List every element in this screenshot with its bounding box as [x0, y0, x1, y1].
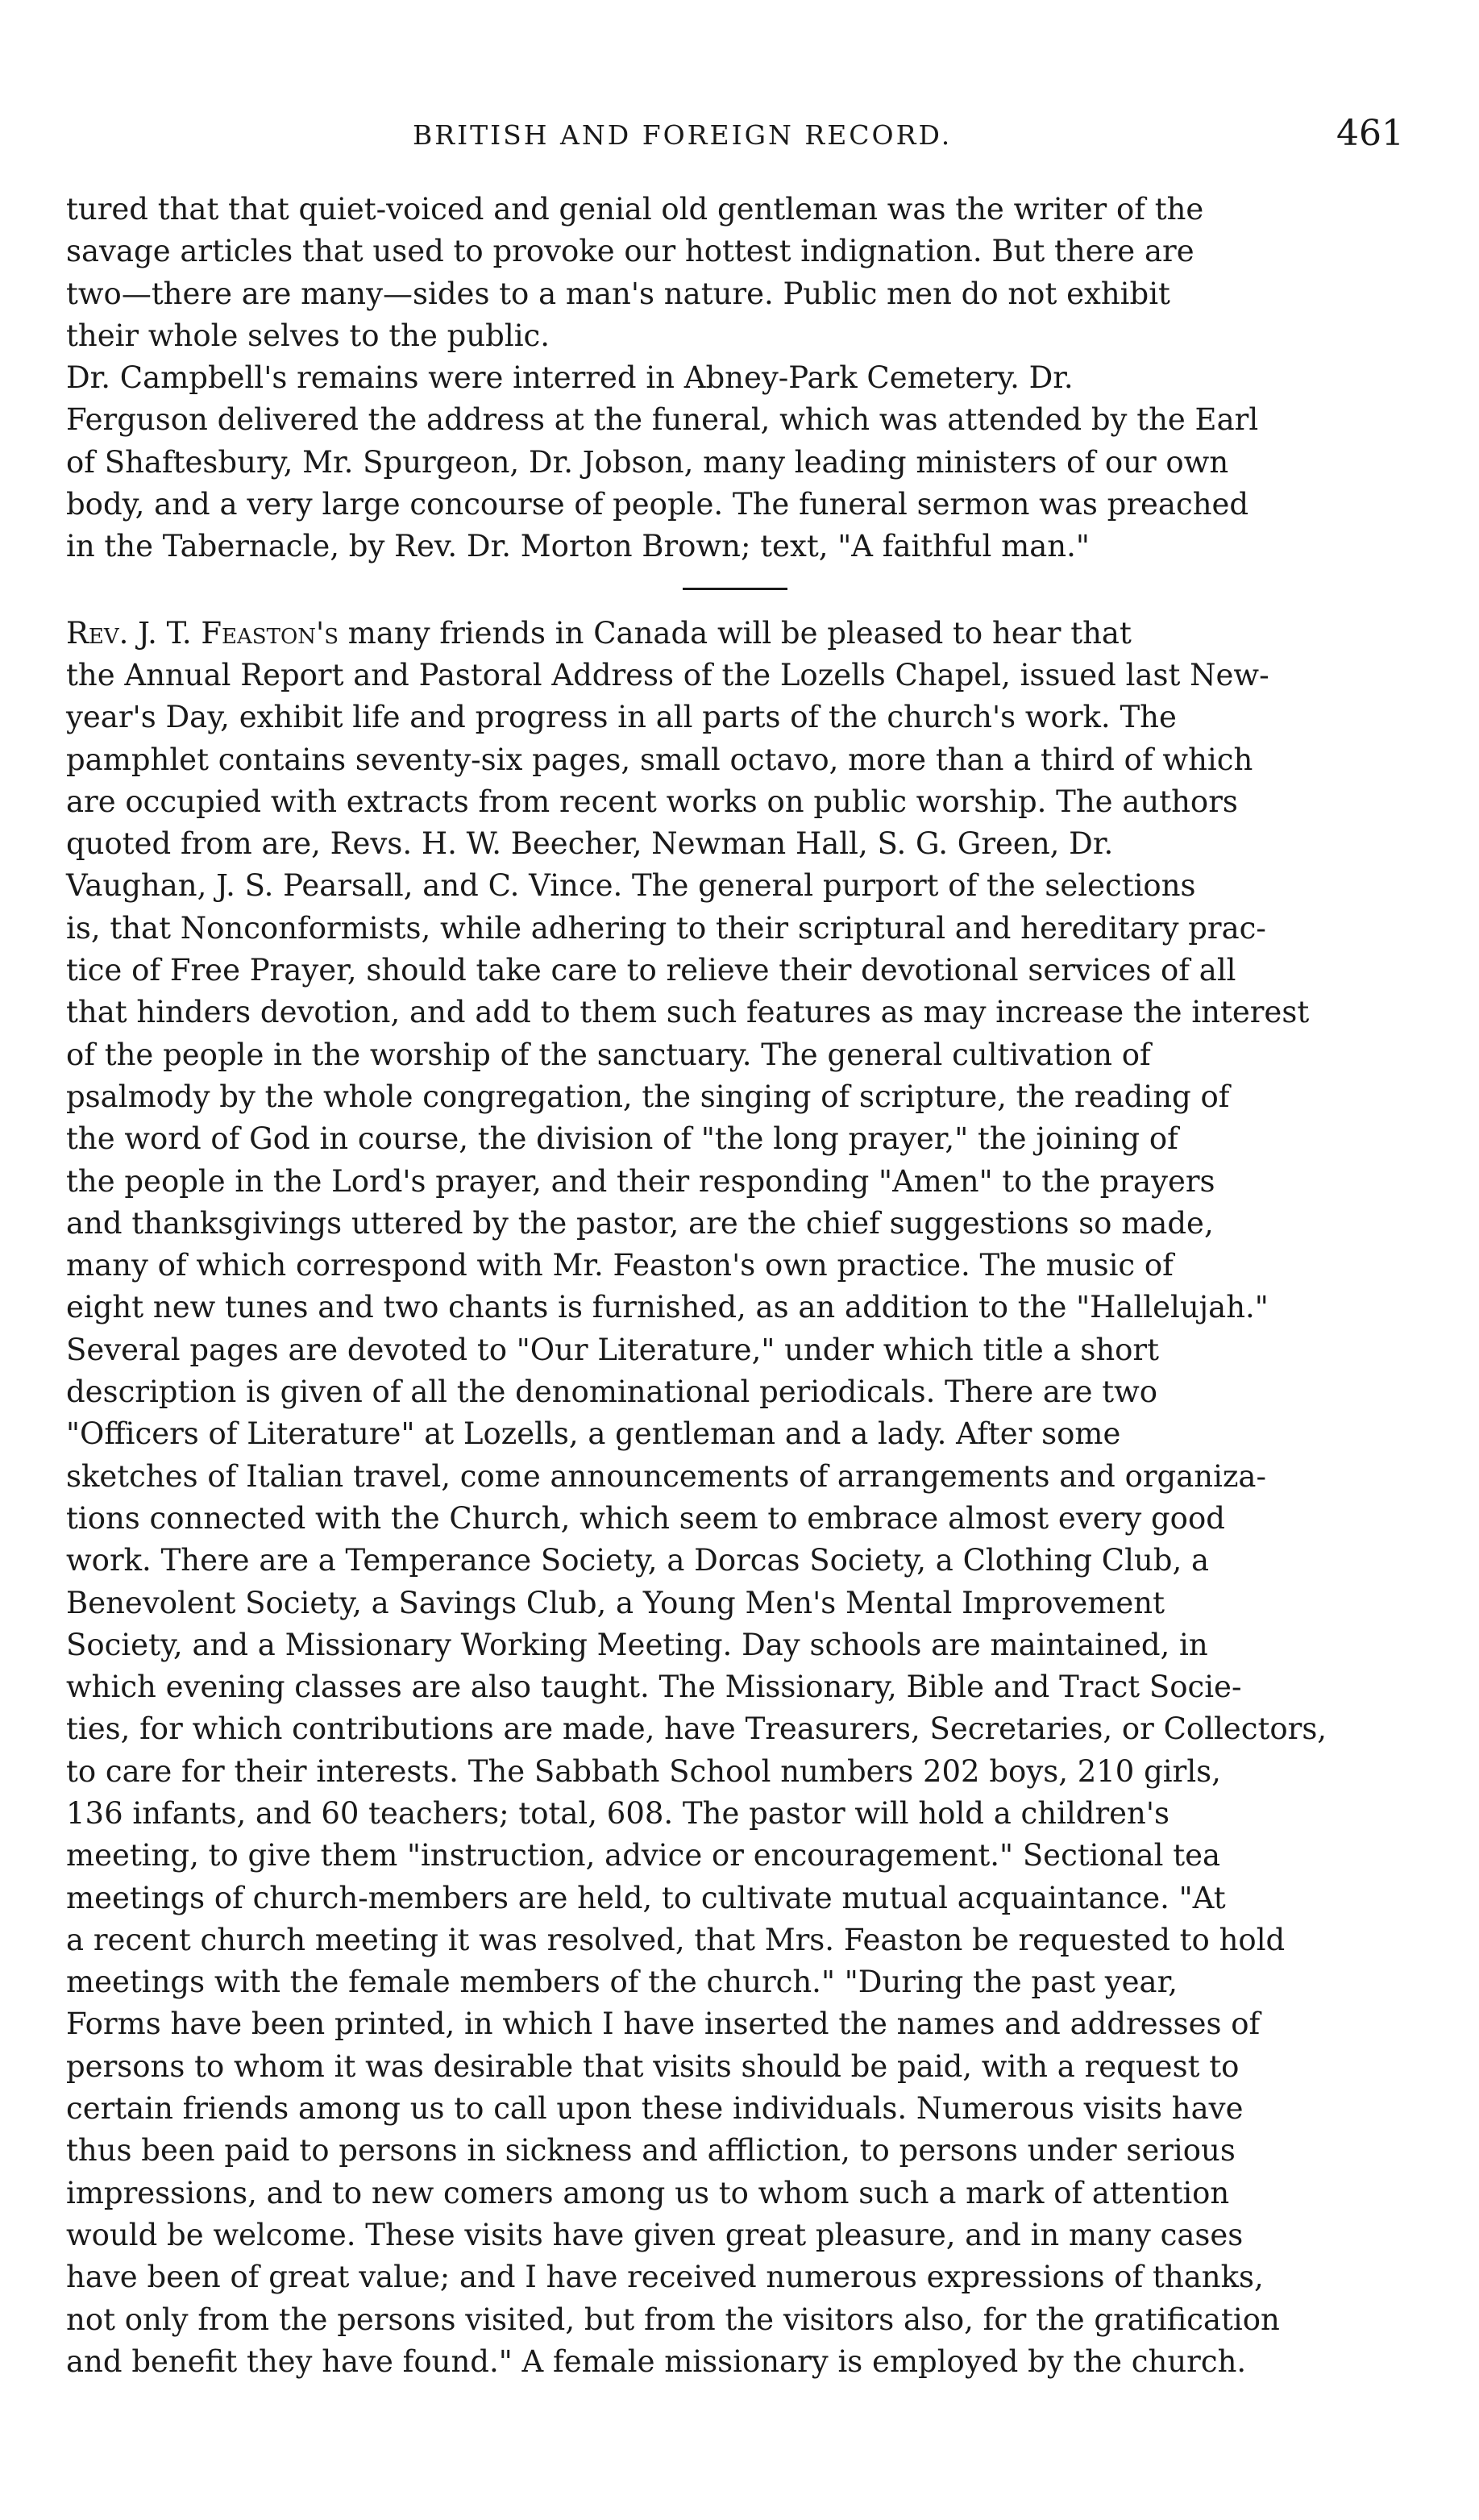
- section-divider: [683, 588, 787, 590]
- document-page: [66, 113, 1404, 2383]
- running-title: BRITISH AND FOREIGN RECORD.: [413, 119, 953, 151]
- paragraph-lead-in: Rev. J. T. Feaston's: [66, 615, 339, 651]
- page-number: 461: [1336, 113, 1404, 154]
- paragraph-campbell-funeral: Dr. Campbell's remains were interred in Abney-Park Cemetery. Dr. Ferguson delivered the address at the funeral, which was attended by the Earl of Shaftesbury, Mr. Spurgeon, Dr. Jobson, many leading ministers of our own body, and a very large concourse of people. The funeral sermon was preached in the Tabernacle, by Rev. Dr. Morton Brown; text, "A faithful man.": [66, 360, 1259, 564]
- paragraph-feaston-report: [66, 613, 1404, 2383]
- running-header: [66, 113, 1404, 169]
- paragraph-body: many friends in Canada will be pleased to hear that the Annual Report and Pastoral Address of the Lozells Chapel, issued last New- year's Day, exhibit life and progress in all parts of the church's work. The pamphlet contains seventy-six pages, small octavo, more than a third of which are occupied with extracts from recent works on public worship. The authors quoted from are, Revs. H. W. Beecher, Newman Hall, S. G. Green, Dr. Vaughan, J. S. Pearsall, and C. Vince. The general purport of the selections is, that Nonconformists, while adhering to their scriptural and hereditary prac- tice of Free Prayer, should take care to relieve their devotional services of all that hinders devotion, and add to them such features as may increase the interest of the people in the worship of the sanctuary. The general cultivation of psalmody by the whole congregation, the singing of scripture, the reading of the word of God in course, the division of "the long prayer," the joining of the people in the Lord's prayer, and their responding "Amen" to the prayers and thanksgivings uttered by the pastor, are the chief suggestions so made, many of which correspond with Mr. Feaston's own practice. The music of eight new tunes and two chants is furnished, as an addition to the "Hallelujah." Several pages are devoted to "Our Literature," under which title a short description is given of all the denominational periodicals. There are two "Officers of Literature" at Lozells, a gentleman and a lady. After some sketches of Italian travel, come announcements of arrangements and organiza- tions connected with the Church, which seem to embrace almost every good work. There are a Temperance Society, a Dorcas Society, a Clothing Club, a Benevolent Society, a Savings Club, a Young Men's Mental Improvement Society, and a Missionary Working Meeting. Day schools are maintained, in which evening classes are also taught. The Missionary, Bible and Tract Socie- ties, for which contributions are made, have Treasurers, Secretaries, or Collectors, to care for their interests. The Sabbath School numbers 202 boys, 210 girls, 136 infants, and 60 teachers; total, 608. The pastor will hold a children's meeting, to give them "instruction, advice or encouragement." Sectional tea meetings of church-members are held, to cultivate mutual acquaintance. "At a recent church meeting it was resolved, that Mrs. Feaston be requested to hold meetings with the female members of the church." "During the past year, Forms have been printed, in which I have inserted the names and addresses of persons to whom it was desirable that visits should be paid, with a request to certain friends among us to call upon these individuals. Numerous visits have thus been paid to persons in sickness and affliction, to persons under serious impressions, and to new comers among us to whom such a mark of attention would be welcome. These visits have given great pleasure, and in many cases have been of great value; and I have received numerous expressions of thanks, not only from the persons visited, but from the visitors also, for the gratification and benefit they have found." A female missionary is employed by the church.: [66, 615, 1327, 2379]
- paragraph-continuation: tured that that quiet-voiced and genial old gentleman was the writer of the savage articles that used to provoke our hottest indignation. But there are two—there are many—sides to a man's nature. Public men do not exhibit their whole selves to the public.: [66, 192, 1204, 353]
